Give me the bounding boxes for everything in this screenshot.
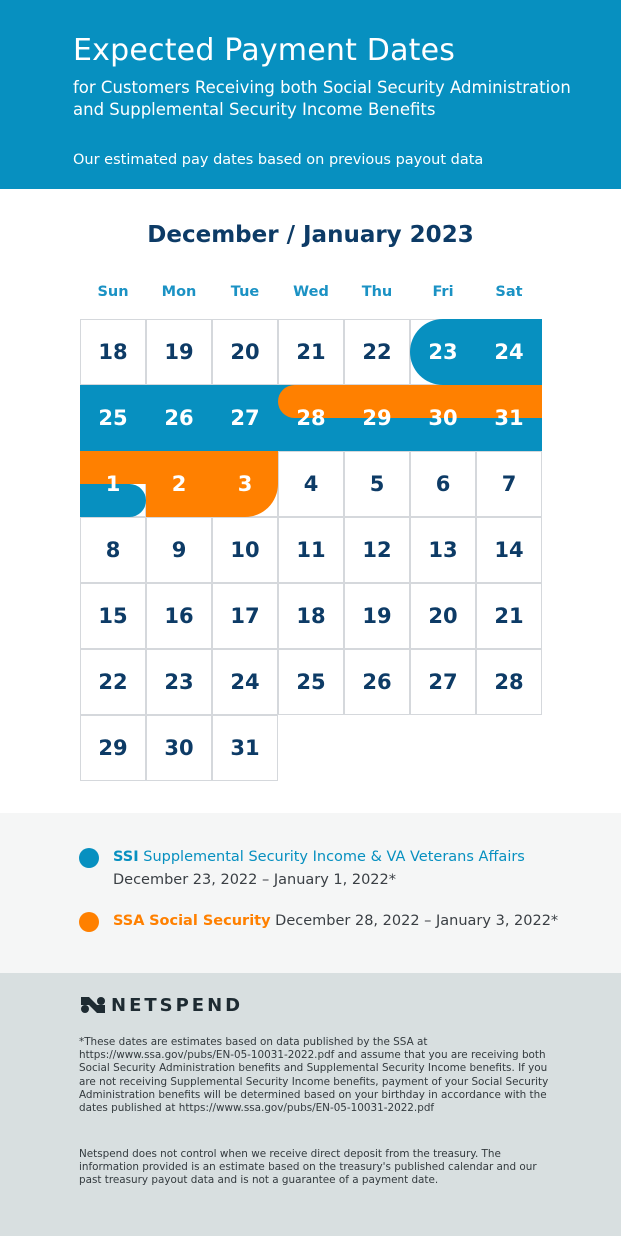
calendar-day-number: 12 xyxy=(362,538,392,562)
calendar-day-number: 25 xyxy=(98,406,128,430)
ssi-legend-title xyxy=(113,849,525,865)
calendar-day-number: 1 xyxy=(105,472,121,496)
calendar-day-number: 24 xyxy=(494,340,524,364)
calendar-day-number: 19 xyxy=(362,604,392,628)
ssa-abbr: SSA xyxy=(113,913,145,929)
calendar-day-number: 31 xyxy=(230,736,260,760)
weekday-sat: Sat xyxy=(495,284,523,300)
calendar-day-number: 30 xyxy=(164,736,194,760)
calendar-day-number: 5 xyxy=(369,472,385,496)
weekday-wed: Wed xyxy=(293,284,329,300)
weekday-mon: Mon xyxy=(161,284,197,300)
header-note: Our estimated pay dates based on previous payout data xyxy=(73,152,484,168)
calendar-day-number: 30 xyxy=(428,406,458,430)
calendar-day-number: 22 xyxy=(362,340,392,364)
calendar-day-number: 3 xyxy=(237,472,253,496)
calendar-day-number: 18 xyxy=(98,340,128,364)
calendar-day-number: 18 xyxy=(296,604,326,628)
weekday-sun: Sun xyxy=(97,284,129,300)
calendar-day-number: 28 xyxy=(494,670,524,694)
calendar-day-number: 23 xyxy=(164,670,194,694)
weekday-thu: Thu xyxy=(361,284,393,300)
calendar-day-number: 27 xyxy=(230,406,260,430)
calendar-day-number: 25 xyxy=(296,670,326,694)
calendar-day-number: 6 xyxy=(435,472,451,496)
calendar-day-number: 29 xyxy=(98,736,128,760)
ssi-dates: December 23, 2022 – January 1, 2022* xyxy=(113,872,397,888)
disclaimer-direct-deposit: Netspend does not control when we receive direct deposit from the treasury. The information provided is an estimate based on the treasury's published calendar and our past treasury payout data and is not a guarantee of a payment date. xyxy=(79,1148,537,1187)
weekday-tue: Tue xyxy=(230,284,260,300)
calendar-day-number: 10 xyxy=(230,538,260,562)
ssa-label: Social Security xyxy=(149,913,271,929)
calendar-day-number: 28 xyxy=(296,406,326,430)
netspend-logo-icon xyxy=(79,995,107,1015)
calendar-day-number: 21 xyxy=(296,340,326,364)
calendar-day-number: 20 xyxy=(230,340,260,364)
calendar-day-number: 26 xyxy=(164,406,194,430)
calendar-day-number: 11 xyxy=(296,538,326,562)
calendar-day-number: 7 xyxy=(501,472,517,496)
calendar-day-number: 14 xyxy=(494,538,524,562)
ssa-legend-title xyxy=(113,913,558,929)
calendar-day-number: 22 xyxy=(98,670,128,694)
ssi-legend-dot xyxy=(79,848,99,868)
page-title: Expected Payment Dates xyxy=(73,33,456,68)
calendar-day-number: 27 xyxy=(428,670,458,694)
ssi-abbr: SSI xyxy=(113,849,139,865)
disclaimer-estimates: *These dates are estimates based on data published by the SSA at https://www.ssa.gov/pubs/EN-05-10031-2022.pdf and assume that you are receiving both Social Security Administration benefits and Supplemental Security Income benefits. If you are not receiving Supplemental Security Income benefits, payment of your Social Security Administration benefits will be determined based on your birthday in accordance with the dates published at https://www.ssa.gov/pubs/EN-05-10031-2022.pdf xyxy=(79,1036,549,1115)
page-subtitle: for Customers Receiving both Social Security Administration and Supplemental Security Income Benefits xyxy=(73,78,571,119)
calendar-day-number: 24 xyxy=(230,670,260,694)
calendar-day-number: 26 xyxy=(362,670,392,694)
netspend-brand: NETSPEND xyxy=(111,995,244,1016)
calendar-day-number: 19 xyxy=(164,340,194,364)
calendar-day-number: 23 xyxy=(428,340,458,364)
calendar-day-number: 17 xyxy=(230,604,260,628)
calendar-day-number: 9 xyxy=(171,538,187,562)
calendar-day-number: 16 xyxy=(164,604,194,628)
calendar-day-number: 20 xyxy=(428,604,458,628)
calendar-day-number: 8 xyxy=(105,538,121,562)
legend-panel xyxy=(0,813,621,973)
calendar-day-number: 29 xyxy=(362,406,392,430)
ssa-dates: December 28, 2022 – January 3, 2022* xyxy=(275,913,559,929)
calendar-day-number: 15 xyxy=(98,604,128,628)
calendar-day-number: 4 xyxy=(303,472,319,496)
calendar-day-number: 21 xyxy=(494,604,524,628)
ssi-label: Supplemental Security Income & VA Veterans Affairs xyxy=(143,849,525,865)
calendar-day-number: 31 xyxy=(494,406,524,430)
calendar-title: December / January 2023 xyxy=(147,222,474,248)
calendar-day-number: 13 xyxy=(428,538,458,562)
calendar-day-number: 2 xyxy=(171,472,187,496)
weekday-fri: Fri xyxy=(432,284,454,300)
ssa-legend-dot xyxy=(79,912,99,932)
